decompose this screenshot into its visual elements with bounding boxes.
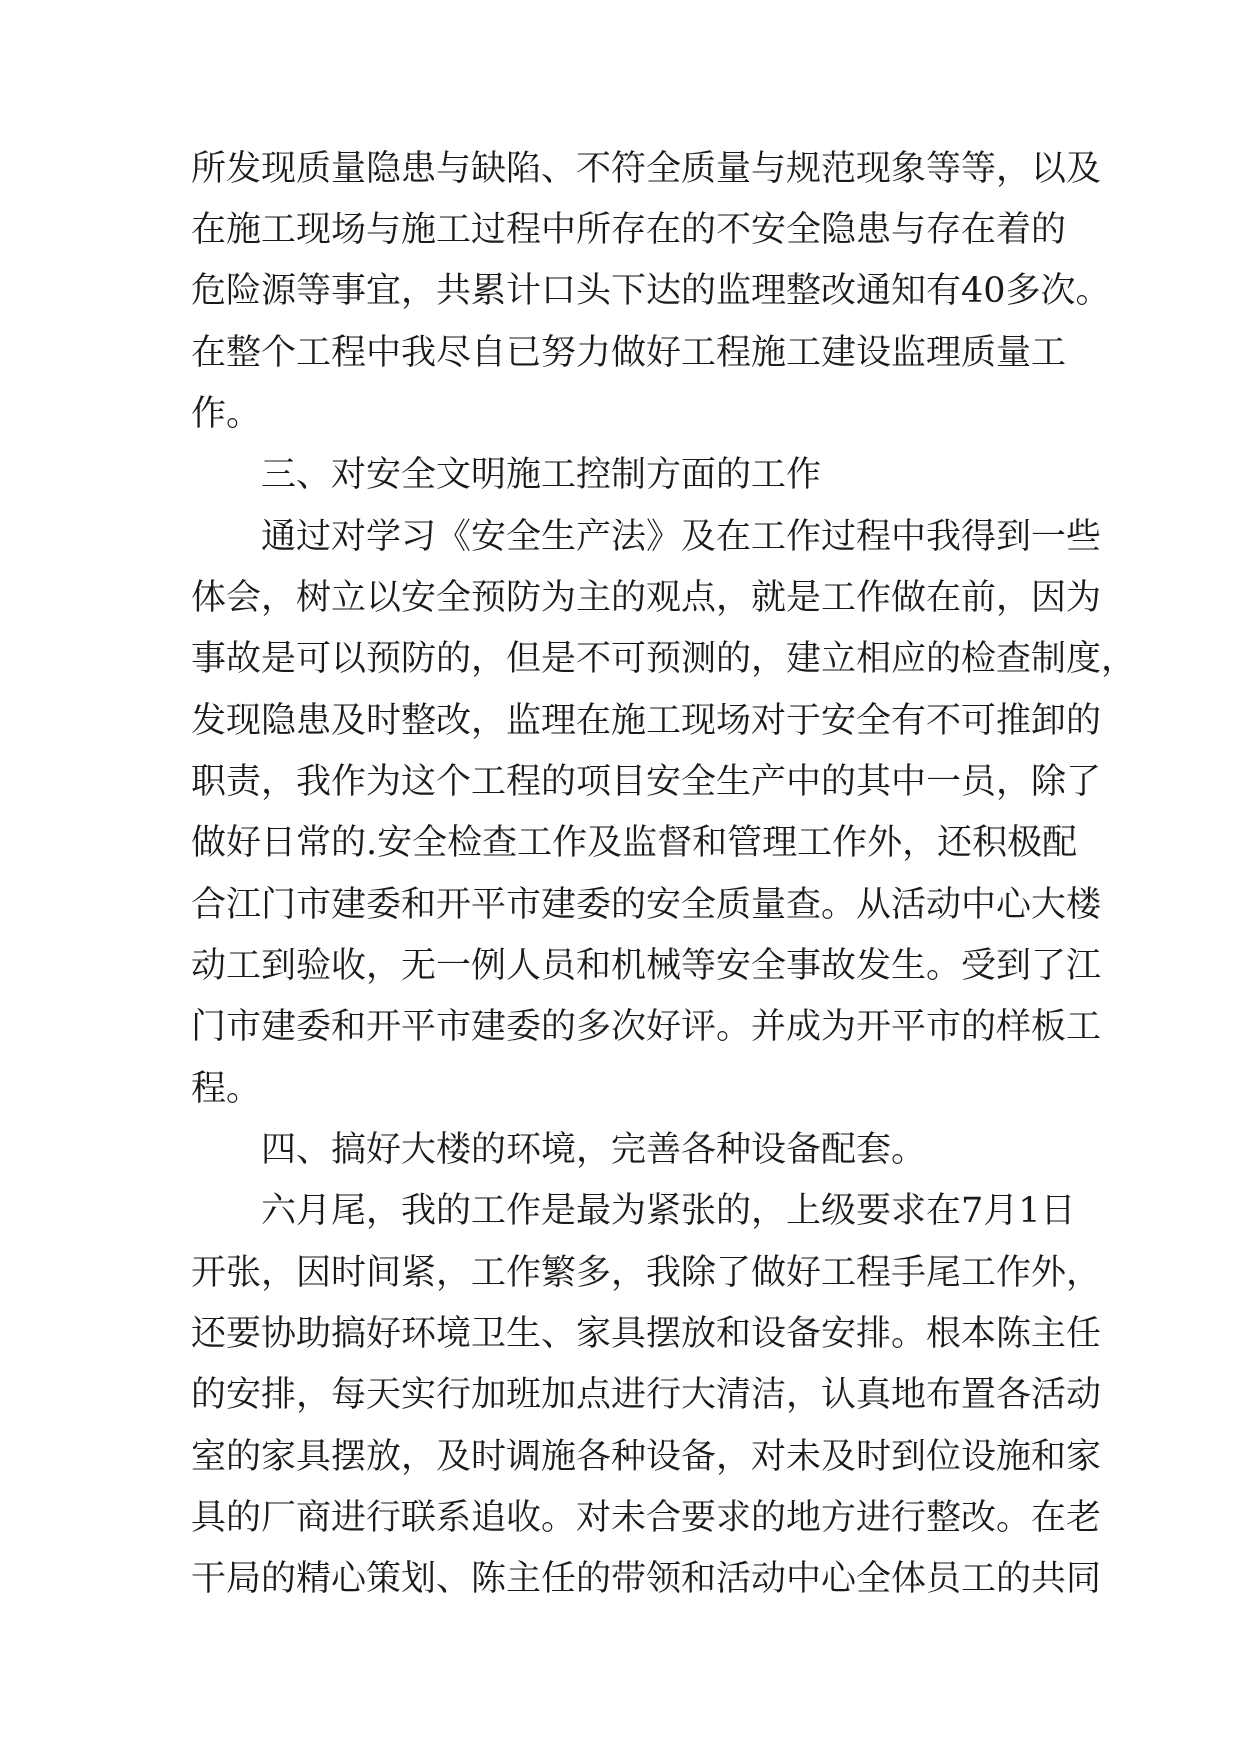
text-line: 体会，树立以安全预防为主的观点，就是工作做在前，因为 (191, 578, 1102, 618)
text-line: 所发现质量隐患与缺陷、不符全质量与规范现象等等，以及 (191, 149, 1102, 189)
section-heading: 四、搞好大楼的环境，完善各种设备配套。 (261, 1130, 927, 1170)
text-line: 干局的精心策划、陈主任的带领和活动中心全体员工的共同 (191, 1559, 1102, 1599)
text-line: 程。 (191, 1069, 262, 1109)
section-heading: 三、对安全文明施工控制方面的工作 (261, 455, 822, 495)
text-line: 合江门市建委和开平市建委的安全质量查。从活动中心大楼 (191, 885, 1102, 925)
text-line: 的安排，每天实行加班加点进行大清洁，认真地布置各活动 (191, 1375, 1102, 1415)
text-line: 室的家具摆放，及时调施各种设备，对未及时到位设施和家 (191, 1437, 1102, 1477)
text-line: 在施工现场与施工过程中所存在的不安全隐患与存在着的 (191, 210, 1067, 250)
text-line: 具的厂商进行联系追收。对未合要求的地方进行整改。在老 (191, 1498, 1102, 1538)
text-line: 作。 (191, 394, 262, 434)
text-line: 动工到验收，无一例人员和机械等安全事故发生。受到了江 (191, 946, 1102, 986)
text-line: 通过对学习《安全生产法》及在工作过程中我得到一些 (261, 517, 1102, 557)
text-line: 还要协助搞好环境卫生、家具摆放和设备安排。根本陈主任 (191, 1314, 1102, 1354)
text-line: 事故是可以预防的，但是不可预测的，建立相应的检查制度， (191, 639, 1137, 679)
text-line: 门市建委和开平市建委的多次好评。并成为开平市的样板工 (191, 1007, 1102, 1047)
text-line: 开张，因时间紧，工作繁多，我除了做好工程手尾工作外， (191, 1253, 1102, 1293)
text-line: 六月尾，我的工作是最为紧张的，上级要求在7月1日 (261, 1191, 1076, 1231)
text-line: 做好日常的.安全检查工作及监督和管理工作外，还积极配 (191, 823, 1078, 863)
text-line: 在整个工程中我尽自已努力做好工程施工建设监理质量工 (191, 333, 1067, 373)
text-line: 职责，我作为这个工程的项目安全生产中的其中一员，除了 (191, 762, 1102, 802)
text-line: 发现隐患及时整改，监理在施工现场对于安全有不可推卸的 (191, 701, 1102, 741)
text-line: 危险源等事宜，共累计口头下达的监理整改通知有40多次。 (191, 271, 1111, 311)
